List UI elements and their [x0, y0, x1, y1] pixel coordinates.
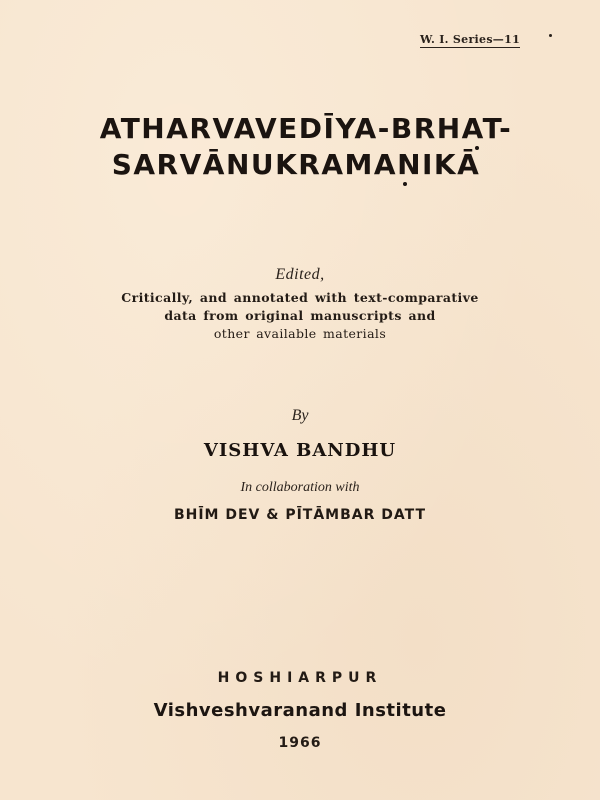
by-label: By: [291, 407, 309, 424]
publication-city: HOSHIARPUR: [217, 670, 383, 686]
edition-description-line-1: Critically, and annotated with text-comparative: [121, 290, 479, 305]
publisher-name: Vishveshvaranand Institute: [153, 700, 447, 721]
collaboration-label: In collaboration with: [240, 480, 360, 495]
edition-description-line-2: data from original manuscripts and: [164, 308, 436, 323]
ink-speck: [549, 34, 552, 37]
book-title-line-2: SARVĀNUKRAMANIKĀ: [111, 148, 481, 181]
coauthor-names: BHĪM DEV & PĪTĀMBAR DATT: [173, 507, 427, 523]
edited-label: Edited,: [275, 266, 325, 283]
series-label: W. I. Series—11: [420, 33, 521, 46]
diacritic-dot-n: [403, 182, 407, 186]
book-title-line-1: ATHARVAVEDĪYA-BRHAT-: [99, 112, 513, 145]
author-name: VISHVA BANDHU: [203, 440, 397, 461]
publication-year: 1966: [278, 735, 322, 751]
edition-description-line-3: other available materials: [213, 326, 387, 341]
